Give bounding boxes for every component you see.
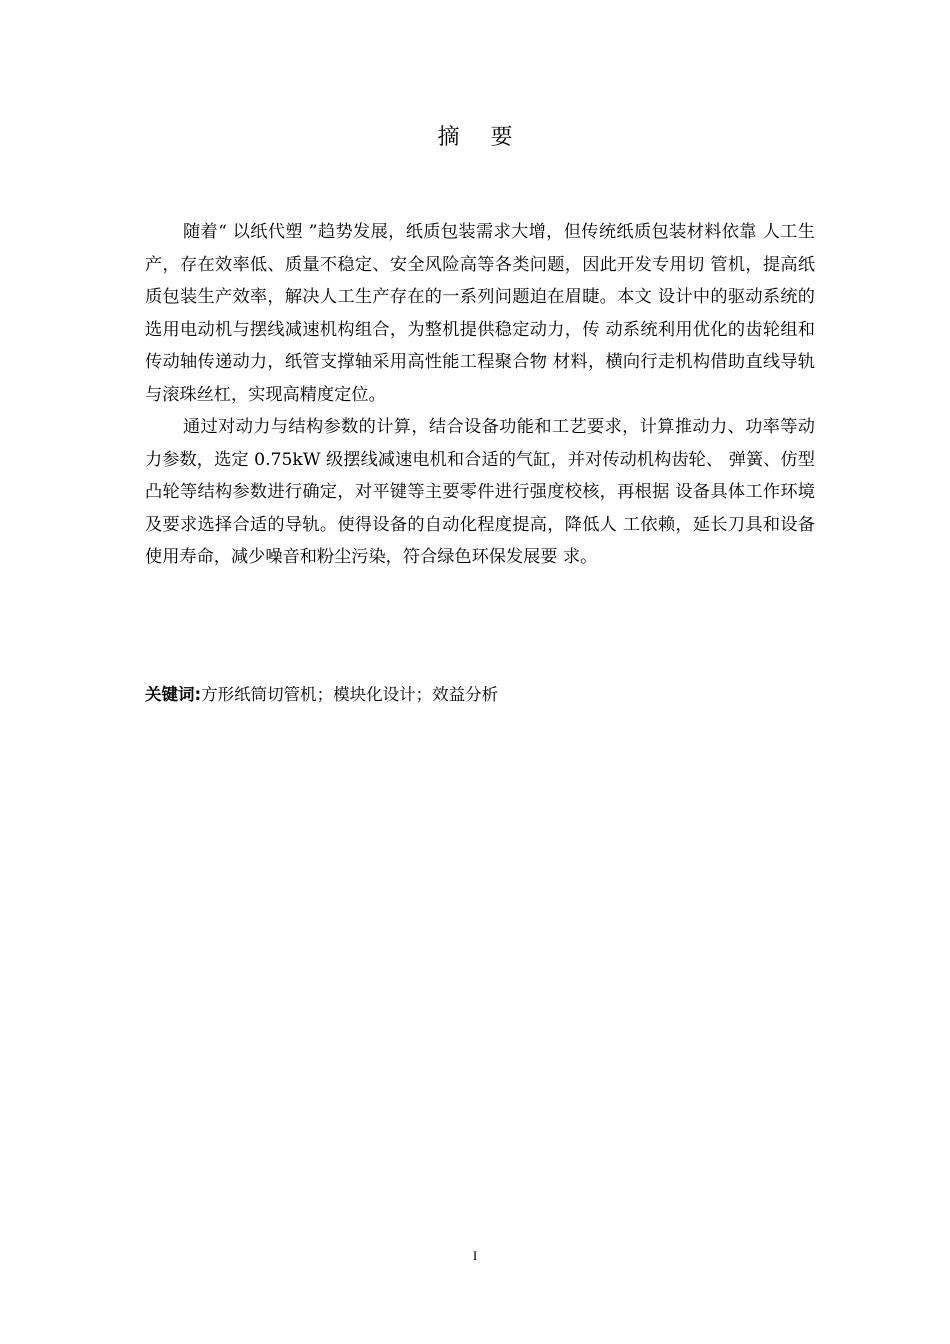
abstract-paragraph-1: 随着“ 以纸代塑 ”趋势发展，纸质包装需求大增，但传统纸质包装材料依靠 人工生产，存在效率低、质量不稳定、安全风险高等各类问题，因此开发专用切 管机，提高纸质包装生产效率，解决人工生产存在的一系列问题迫在眉睫。本文 设计中的驱动系统的选用电动机与摆线减速机构组合，为整机提供稳定动力，传 动系统利用优化的齿轮组和传动轴传递动力，纸管支撑轴采用高性能工程聚合物 材料，横向行走机构借助直线导轨与滚珠丝杠，实现高精度定位。 xyxy=(145,222,815,405)
abstract-paragraph-2: 通过对动力与结构参数的计算，结合设备功能和工艺要求，计算推动力、功率等动力参数，选定 0.75kW 级摆线减速电机和合适的气缸，并对传动机构齿轮、 弹簧、仿型凸轮等结构参数进行确定，对平键等主要零件进行强度校核，再根据 设备具体工作环境及要求选择合适的导轨。使得设备的自动化程度提高，降低人 工依赖，延长刀具和设备使用寿命，减少噪音和粉尘污染，符合绿色环保发展要 求。 xyxy=(145,417,815,567)
page-number: I xyxy=(472,1248,478,1263)
keywords-label: 关键词: xyxy=(145,685,202,704)
abstract-title: 摘 要 xyxy=(437,125,525,150)
abstract-body xyxy=(145,216,815,574)
keywords-line xyxy=(145,680,815,710)
keywords-text: 方形纸筒切管机；模块化设计；效益分析 xyxy=(201,685,499,704)
